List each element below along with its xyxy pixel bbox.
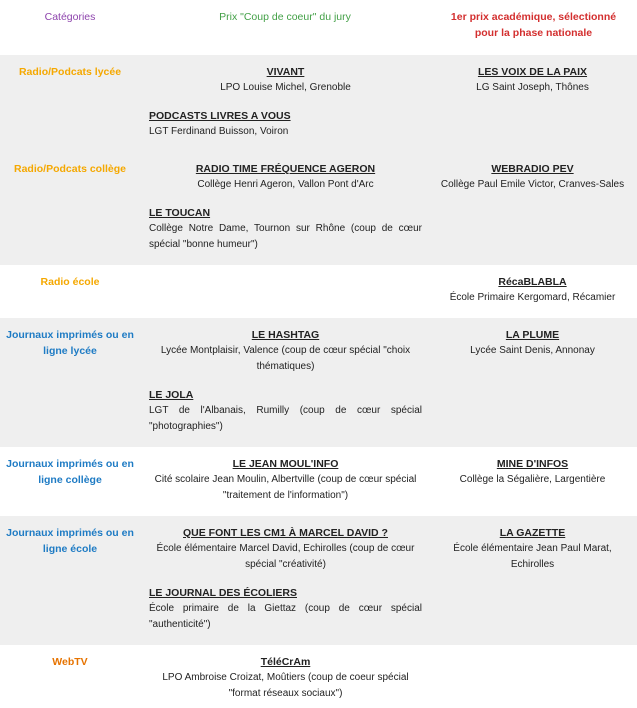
jury-entry bbox=[149, 585, 422, 633]
jury-entry bbox=[149, 161, 422, 193]
table-row bbox=[0, 152, 637, 265]
jury-entry bbox=[149, 456, 422, 504]
entry-title: TéléCrAm bbox=[260, 656, 311, 668]
national-cell bbox=[430, 645, 637, 708]
national-entry bbox=[438, 327, 627, 359]
entry-title: WEBRADIO PEV bbox=[491, 163, 574, 175]
category-label: Radio école bbox=[40, 276, 100, 288]
entry-school: Lycée Montplaisir, Valence (coup de cœur spécial "choix thématiques) bbox=[160, 345, 411, 372]
entry-school: Collège Henri Ageron, Vallon Pont d'Arc bbox=[197, 179, 374, 190]
category-cell bbox=[0, 265, 140, 318]
jury-entry bbox=[149, 387, 422, 435]
entry-school: LPO Louise Michel, Grenoble bbox=[220, 82, 351, 93]
entry-title: LA GAZETTE bbox=[499, 527, 566, 539]
entry-school: École primaire de la Giettaz (coup de cœur spécial "authenticité") bbox=[149, 603, 422, 630]
table-row bbox=[0, 447, 637, 516]
category-label: Radio/Podcats lycée bbox=[18, 66, 122, 78]
entry-title: QUE FONT LES CM1 À MARCEL DAVID ? bbox=[183, 527, 388, 539]
entry-title: LE TOUCAN bbox=[149, 207, 211, 219]
entry-title: LE HASHTAG bbox=[251, 329, 320, 341]
category-label: Journaux imprimés ou en ligne lycée bbox=[6, 329, 134, 357]
category-cell bbox=[0, 318, 140, 447]
jury-entry bbox=[149, 525, 422, 573]
entry-school: Lycée Saint Denis, Annonay bbox=[470, 345, 595, 356]
category-label: Journaux imprimés ou en ligne collège bbox=[6, 458, 134, 486]
entry-school: LPO Ambroise Croizat, Moûtiers (coup de coeur spécial "format réseaux sociaux") bbox=[162, 672, 409, 699]
entry-title: PODCASTS LIVRES A VOUS bbox=[149, 110, 291, 122]
jury-cell bbox=[140, 516, 430, 645]
entry-school: École élémentaire Jean Paul Marat, Echirolles bbox=[453, 543, 612, 570]
jury-cell bbox=[140, 265, 430, 318]
national-entry bbox=[438, 161, 627, 193]
table-row bbox=[0, 645, 637, 708]
entry-school: LGT de l'Albanais, Rumilly (coup de cœur spécial "photographies") bbox=[149, 405, 422, 432]
national-cell bbox=[430, 318, 637, 447]
category-cell bbox=[0, 152, 140, 265]
entry-title: LA PLUME bbox=[505, 329, 560, 341]
entry-school: École Primaire Kergomard, Récamier bbox=[449, 292, 616, 303]
national-cell bbox=[430, 447, 637, 516]
category-cell bbox=[0, 447, 140, 516]
national-entry bbox=[438, 456, 627, 488]
header-row bbox=[0, 0, 637, 55]
category-label: WebTV bbox=[52, 656, 88, 668]
national-cell bbox=[430, 55, 637, 152]
jury-cell bbox=[140, 55, 430, 152]
header-jury-label: Prix "Coup de coeur" du jury bbox=[219, 11, 351, 23]
header-national-line1: 1er prix académique, sélectionné bbox=[450, 11, 617, 23]
entry-school: Collège Notre Dame, Tournon sur Rhône (coup de cœur spécial "bonne humeur") bbox=[149, 223, 422, 250]
entry-title: RécaBLABLA bbox=[498, 276, 567, 288]
jury-cell bbox=[140, 447, 430, 516]
entry-school: LG Saint Joseph, Thônes bbox=[476, 82, 589, 93]
category-label: Radio/Podcats collège bbox=[13, 163, 127, 175]
entry-school: Collège Paul Emile Victor, Cranves-Sales bbox=[440, 179, 625, 190]
table-row bbox=[0, 516, 637, 645]
national-cell bbox=[430, 265, 637, 318]
entry-title: MINE D'INFOS bbox=[496, 458, 569, 470]
header-categories bbox=[0, 0, 140, 55]
table-row bbox=[0, 318, 637, 447]
table-row bbox=[0, 55, 637, 152]
category-cell bbox=[0, 55, 140, 152]
jury-entry bbox=[149, 327, 422, 375]
entry-title: LE JOLA bbox=[149, 389, 194, 401]
header-national-line2: pour la phase nationale bbox=[474, 27, 593, 39]
jury-entry bbox=[149, 205, 422, 253]
national-entry bbox=[438, 525, 627, 573]
header-jury bbox=[140, 0, 430, 55]
jury-entry bbox=[149, 108, 422, 140]
entry-school: Collège la Ségalière, Largentière bbox=[459, 474, 606, 485]
jury-cell bbox=[140, 645, 430, 708]
national-entry bbox=[438, 274, 627, 306]
jury-entry bbox=[149, 654, 422, 702]
category-label: Journaux imprimés ou en ligne école bbox=[6, 527, 134, 555]
entry-school: École élémentaire Marcel David, Echirolles (coup de cœur spécial "créativité) bbox=[156, 543, 415, 570]
category-cell bbox=[0, 645, 140, 708]
national-cell bbox=[430, 152, 637, 265]
header-national bbox=[430, 0, 637, 55]
jury-cell bbox=[140, 152, 430, 265]
entry-title: LE JEAN MOUL'INFO bbox=[232, 458, 339, 470]
entry-title: RADIO TIME FRÉQUENCE AGERON bbox=[195, 163, 376, 175]
entry-school: LGT Ferdinand Buisson, Voiron bbox=[149, 126, 289, 137]
entry-school: Cité scolaire Jean Moulin, Albertville (coup de cœur spécial "traitement de l'information") bbox=[154, 474, 417, 501]
table-row bbox=[0, 265, 637, 318]
header-categories-label: Catégories bbox=[44, 11, 96, 23]
national-entry bbox=[438, 64, 627, 96]
entry-title: LE JOURNAL DES ÉCOLIERS bbox=[149, 587, 297, 599]
category-cell bbox=[0, 516, 140, 645]
entry-title: VIVANT bbox=[266, 66, 305, 78]
jury-entry bbox=[149, 64, 422, 96]
national-cell bbox=[430, 516, 637, 645]
jury-cell bbox=[140, 318, 430, 447]
entry-title: LES VOIX DE LA PAIX bbox=[477, 66, 588, 78]
